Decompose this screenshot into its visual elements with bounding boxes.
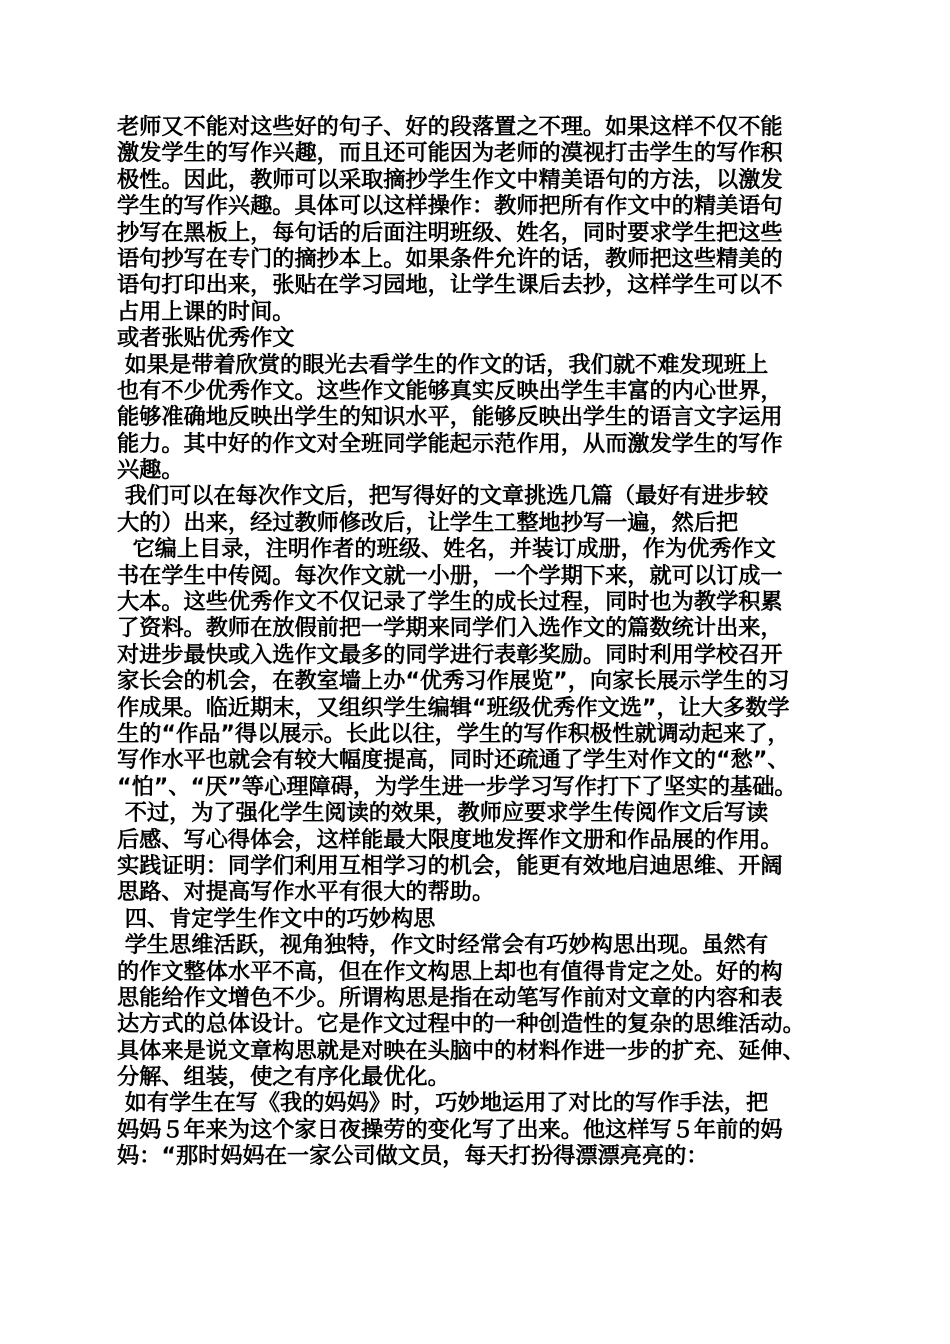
text-line: 对进步最快或入选作文最多的同学进行表彰奖励。同时利用学校召开 [117,641,783,668]
section-heading: 或者张贴优秀作文 [117,325,295,352]
text-line: 不过，为了强化学生阅读的效果，教师应要求学生传阅作文后写读 [117,800,769,827]
text-line: 学生思维活跃，视角独特，作文时经常会有巧妙构思出现。虽然有 [117,932,769,959]
text-line: 大本。这些优秀作文不仅记录了学生的成长过程，同时也为教学积累 [117,589,783,616]
text-line: 了资料。教师在放假前把一学期来同学们入选作文的篇数统计出来， [117,615,783,642]
text-line: 语句打印出来，张贴在学习园地，让学生课后去抄，这样学生可以不 [117,272,783,299]
text-line: 兴趣。 [117,457,184,484]
text-line: 大的）出来，经过教师修改后，让学生工整地抄写一遍，然后把 [117,509,739,536]
text-line: 后感、写心得体会，这样能最大限度地发挥作文册和作品展的作用。 [117,826,783,853]
text-line: 写作水平也就会有较大幅度提高，同时还疏通了学生对作文的“愁”、 [117,747,790,774]
text-line: 我们可以在每次作文后，把写得好的文章挑选几篇（最好有进步较 [117,483,769,510]
text-line: 具体来是说文章构思就是对映在头脑中的材料作进一步的扩充、延伸、 [117,1037,805,1064]
text-line: “怕”、“厌”等心理障碍，为学生进一步学习写作打下了坚实的基础。 [117,773,797,800]
text-line: 的作文整体水平不高，但在作文构思上却也有值得肯定之处。好的构 [117,958,783,985]
text-line: 作成果。临近期末，又组织学生编辑“班级优秀作文选”，让大多数学 [117,694,790,721]
text-line: 思能给作文增色不少。所谓构思是指在动笔写作前对文章的内容和表 [117,984,783,1011]
text-line: 实践证明：同学们利用互相学习的机会，能更有效地启迪思维、开阔 [117,852,783,879]
text-line: 占用上课的时间。 [117,298,295,325]
text-line: 如果是带着欣赏的眼光去看学生的作文的话，我们就不难发现班上 [117,351,769,378]
text-line: 妈：“那时妈妈在一家公司做文员，每天打扮得漂漂亮亮的： [117,1143,709,1170]
text-line: 能力。其中好的作文对全班同学能起示范作用，从而激发学生的写作 [117,430,783,457]
text-line: 达方式的总体设计。它是作文过程中的一种创造性的复杂的思维活动。 [117,1011,805,1038]
text-line: 激发学生的写作兴趣，而且还可能因为老师的漠视打击学生的写作积 [117,140,783,167]
text-line: 语句抄写在专门的摘抄本上。如果条件允许的话，教师把这些精美的 [117,245,783,272]
text-line: 学生的写作兴趣。具体可以这样操作：教师把所有作文中的精美语句 [117,193,783,220]
text-line: 也有不少优秀作文。这些作文能够真实反映出学生丰富的内心世界， [117,377,783,404]
text-line: 妈妈５年来为这个家日夜操劳的变化写了出来。他这样写５年前的妈 [117,1116,783,1143]
text-line: 极性。因此，教师可以采取摘抄学生作文中精美语句的方法，以激发 [117,166,783,193]
text-line: 家长会的机会，在教室墙上办“优秀习作展览”，向家长展示学生的习 [117,668,790,695]
text-line: 思路、对提高写作水平有很大的帮助。 [117,879,495,906]
text-line: 它编上目录，注明作者的班级、姓名，并装订成册，作为优秀作文 [117,536,776,563]
text-line: 老师又不能对这些好的句子、好的段落置之不理。如果这样不仅不能 [117,114,783,140]
text-line: 分解、组装，使之有序化最优化。 [117,1064,450,1091]
text-line: 如有学生在写《我的妈妈》时，巧妙地运用了对比的写作手法，把 [117,1090,769,1117]
text-line: 抄写在黑板上，每句话的后面注明班级、姓名，同时要求学生把这些 [117,219,783,246]
section-heading: 四、肯定学生作文中的巧妙构思 [117,905,436,932]
text-line: 书在学生中传阅。每次作文就一小册，一个学期下来，就可以订成一 [117,562,783,589]
text-line: 能够准确地反映出学生的知识水平，能够反映出学生的语言文字运用 [117,404,783,431]
document-page [117,114,837,1170]
text-line: 生的“作品”得以展示。长此以往，学生的写作积极性就调动起来了， [117,720,790,747]
